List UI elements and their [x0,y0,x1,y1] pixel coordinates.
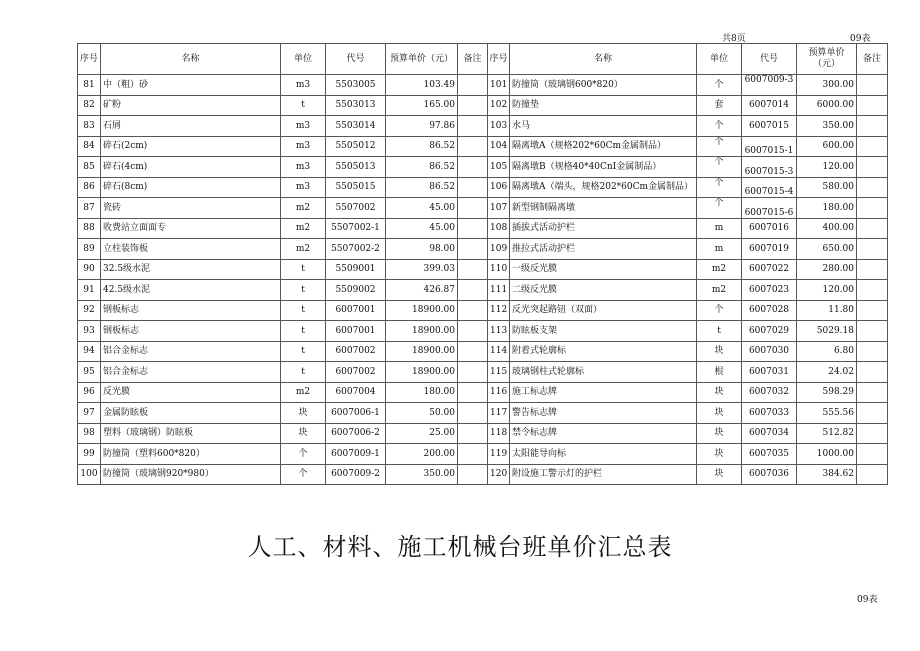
row-code-2: 6007030 [742,341,797,362]
row-unit: m3 [281,136,326,157]
row-price: 97.86 [386,116,458,137]
row-code: 5503013 [326,95,386,116]
row-no: 92 [78,300,101,321]
row-name-2: 新型钢制隔离墩 [510,198,697,219]
table-row [78,75,888,96]
table-row [78,341,888,362]
table-row [78,382,888,403]
row-no: 82 [78,95,101,116]
row-note [458,464,488,485]
row-code: 5505012 [326,136,386,157]
row-name-2: 附着式轮廓标 [510,341,697,362]
row-unit: m2 [281,382,326,403]
row-no-2: 103 [488,116,510,137]
row-name-2: 二级反光膜 [510,280,697,301]
row-code-2: 6007034 [742,423,797,444]
row-unit-2: m2 [697,280,742,301]
row-name: 32.5级水泥 [101,259,281,280]
row-no-2: 104 [488,136,510,157]
row-name: 石屑 [101,116,281,137]
row-note-2 [857,95,888,116]
row-name: 立柱装饰板 [101,239,281,260]
row-code-2: 6007032 [742,382,797,403]
col-header-code-2: 代号 [742,44,797,75]
row-no: 81 [78,75,101,96]
row-no: 86 [78,177,101,198]
row-note-2 [857,218,888,239]
row-code: 6007001 [326,321,386,342]
row-name-2: 插拔式活动护栏 [510,218,697,239]
row-note-2 [857,116,888,137]
row-code-2: 6007015-3 [742,157,797,178]
row-no: 95 [78,362,101,383]
row-note [458,362,488,383]
row-unit: t [281,341,326,362]
row-note-2 [857,423,888,444]
row-note-2 [857,341,888,362]
row-no-2: 120 [488,464,510,485]
row-code: 6007009-2 [326,464,386,485]
row-code-2: 6007031 [742,362,797,383]
row-unit: t [281,300,326,321]
row-code: 6007004 [326,382,386,403]
row-code: 6007006-1 [326,403,386,424]
row-code: 6007001 [326,300,386,321]
row-price-2: 11.80 [797,300,857,321]
row-price-2: 1000.00 [797,444,857,465]
row-name: 收费站立面面专 [101,218,281,239]
row-no: 93 [78,321,101,342]
row-unit: m3 [281,116,326,137]
row-unit-2: 个 [697,75,742,96]
row-note [458,423,488,444]
row-no: 98 [78,423,101,444]
row-price: 426.87 [386,280,458,301]
row-code: 5507002-2 [326,239,386,260]
row-unit: t [281,362,326,383]
row-price-2: 384.62 [797,464,857,485]
table-row [78,259,888,280]
row-code-2: 6007035 [742,444,797,465]
row-note-2 [857,198,888,219]
row-name-2: 隔离墩A（规格202*60Cm金属制品） [510,136,697,157]
row-no: 97 [78,403,101,424]
table-header-row [78,44,888,75]
row-no-2: 117 [488,403,510,424]
row-note [458,116,488,137]
row-price-2: 598.29 [797,382,857,403]
row-note-2 [857,177,888,198]
row-unit: t [281,259,326,280]
row-note-2 [857,403,888,424]
row-price: 103.49 [386,75,458,96]
table-row [78,198,888,219]
row-no: 87 [78,198,101,219]
row-note [458,280,488,301]
row-code: 5507002 [326,198,386,219]
row-code: 6007009-1 [326,444,386,465]
row-code: 5505013 [326,157,386,178]
row-code-2: 6007022 [742,259,797,280]
row-code: 5503014 [326,116,386,137]
row-price-2: 120.00 [797,157,857,178]
row-note-2 [857,280,888,301]
row-note-2 [857,362,888,383]
row-price-2: 600.00 [797,136,857,157]
row-price-2: 555.56 [797,403,857,424]
row-code: 5509002 [326,280,386,301]
col-header-code: 代号 [326,44,386,75]
row-no-2: 111 [488,280,510,301]
row-unit: m2 [281,198,326,219]
row-name: 防撞筒（塑料600*820） [101,444,281,465]
row-note [458,177,488,198]
row-note [458,75,488,96]
row-price: 180.00 [386,382,458,403]
table-row [78,218,888,239]
row-note-2 [857,136,888,157]
row-note [458,444,488,465]
row-code: 5507002-1 [326,218,386,239]
row-note-2 [857,75,888,96]
row-name: 钢板标志 [101,300,281,321]
row-unit: t [281,280,326,301]
row-price: 50.00 [386,403,458,424]
row-price: 18900.00 [386,321,458,342]
row-unit-2: m [697,239,742,260]
row-no: 99 [78,444,101,465]
row-name-2: 太阳能导向标 [510,444,697,465]
row-unit-2: 块 [697,444,742,465]
col-header-note: 备注 [458,44,488,75]
row-name: 矿粉 [101,95,281,116]
row-code-2: 6007023 [742,280,797,301]
row-no-2: 114 [488,341,510,362]
row-name: 铝合金标志 [101,362,281,383]
table-row [78,362,888,383]
col-header-name: 名称 [101,44,281,75]
row-unit-2: 个 [697,300,742,321]
table-row [78,300,888,321]
row-no: 85 [78,157,101,178]
row-code: 6007002 [326,341,386,362]
row-name: 反光膜 [101,382,281,403]
row-no: 94 [78,341,101,362]
row-code: 5505015 [326,177,386,198]
row-name-2: 水马 [510,116,697,137]
row-no-2: 102 [488,95,510,116]
row-unit-2: 个 [697,177,742,198]
row-name-2: 施工标志牌 [510,382,697,403]
table-row [78,423,888,444]
row-price: 45.00 [386,198,458,219]
row-unit: t [281,95,326,116]
row-code-2: 6007015-6 [742,198,797,219]
row-unit-2: m [697,218,742,239]
row-unit-2: 根 [697,362,742,383]
row-note [458,157,488,178]
row-unit: m2 [281,218,326,239]
col-header-name-2: 名称 [510,44,697,75]
row-unit: 块 [281,423,326,444]
row-no-2: 112 [488,300,510,321]
row-code-2: 6007015-4 [742,177,797,198]
row-unit-2: 个 [697,157,742,178]
row-code-2: 6007019 [742,239,797,260]
row-name: 防撞筒（玻璃钢920*980） [101,464,281,485]
table-row [78,280,888,301]
row-unit-2: t [697,321,742,342]
row-name: 碎石(8cm) [101,177,281,198]
row-price: 25.00 [386,423,458,444]
row-note-2 [857,321,888,342]
row-price-2: 5029.18 [797,321,857,342]
row-name-2: 隔离墩A（端头，规格202*60Cm金属制品） [510,177,697,198]
table-row [78,464,888,485]
row-code-2: 6007016 [742,218,797,239]
row-code: 6007006-2 [326,423,386,444]
col-header-unit-2: 单位 [697,44,742,75]
row-note [458,218,488,239]
row-name-2: 反光突起路钮（双面） [510,300,697,321]
row-no-2: 115 [488,362,510,383]
row-name: 碎石(4cm) [101,157,281,178]
row-no-2: 113 [488,321,510,342]
row-price-2: 280.00 [797,259,857,280]
row-name: 铝合金标志 [101,341,281,362]
row-no: 89 [78,239,101,260]
row-unit: t [281,321,326,342]
row-no-2: 106 [488,177,510,198]
row-unit: 个 [281,464,326,485]
row-note-2 [857,382,888,403]
row-price-2: 400.00 [797,218,857,239]
row-code-2: 6007014 [742,95,797,116]
row-note [458,198,488,219]
col-header-no: 序号 [78,44,101,75]
row-price-2: 650.00 [797,239,857,260]
col-header-no-2: 序号 [488,44,510,75]
row-price-2: 512.82 [797,423,857,444]
row-price: 200.00 [386,444,458,465]
row-note [458,95,488,116]
row-price: 86.52 [386,136,458,157]
row-unit: 个 [281,444,326,465]
row-price: 18900.00 [386,300,458,321]
row-code: 6007002 [326,362,386,383]
table-row [78,116,888,137]
table-row [78,95,888,116]
row-name-2: 附设施工警示灯的护栏 [510,464,697,485]
row-code: 5509001 [326,259,386,280]
row-price: 399.03 [386,259,458,280]
row-note-2 [857,464,888,485]
row-name: 钢板标志 [101,321,281,342]
row-no: 88 [78,218,101,239]
row-unit-2: 个 [697,136,742,157]
page-count: 共8页 [722,34,746,44]
row-name-2: 禁令标志牌 [510,423,697,444]
row-name: 瓷砖 [101,198,281,219]
row-name: 碎石(2cm) [101,136,281,157]
row-note [458,382,488,403]
row-no-2: 108 [488,218,510,239]
row-unit: m3 [281,177,326,198]
col-header-unit: 单位 [281,44,326,75]
footer-form-number: 09表 [857,595,878,605]
row-unit-2: 块 [697,403,742,424]
row-price-2: 580.00 [797,177,857,198]
row-note-2 [857,239,888,260]
row-price-2: 6.80 [797,341,857,362]
row-note-2 [857,444,888,465]
row-unit-2: 套 [697,95,742,116]
row-no-2: 116 [488,382,510,403]
row-price-2: 300.00 [797,75,857,96]
col-header-price: 预算单价（元） [386,44,458,75]
row-unit: m3 [281,75,326,96]
row-unit-2: 块 [697,464,742,485]
row-note [458,341,488,362]
row-no-2: 109 [488,239,510,260]
row-unit: m3 [281,157,326,178]
col-header-note-2: 备注 [857,44,888,75]
row-note [458,403,488,424]
row-code-2: 6007009-3 [742,75,797,96]
table-row [78,239,888,260]
row-code-2: 6007036 [742,464,797,485]
row-note [458,239,488,260]
row-unit-2: 块 [697,382,742,403]
row-no-2: 119 [488,444,510,465]
row-code-2: 6007033 [742,403,797,424]
row-no: 91 [78,280,101,301]
row-name: 中（粗）砂 [101,75,281,96]
row-name-2: 推拉式活动护栏 [510,239,697,260]
row-code-2: 6007015 [742,116,797,137]
table-row [78,157,888,178]
row-price: 165.00 [386,95,458,116]
row-name-2: 玻璃钢柱式轮廓标 [510,362,697,383]
row-price: 350.00 [386,464,458,485]
row-note [458,259,488,280]
row-unit-2: 个 [697,116,742,137]
row-price-2: 6000.00 [797,95,857,116]
row-no: 90 [78,259,101,280]
row-price-2: 24.02 [797,362,857,383]
row-price: 98.00 [386,239,458,260]
row-price: 86.52 [386,157,458,178]
row-no-2: 110 [488,259,510,280]
row-code-2: 6007028 [742,300,797,321]
row-name-2: 防眩板支架 [510,321,697,342]
row-note-2 [857,300,888,321]
row-note [458,321,488,342]
row-note-2 [857,259,888,280]
row-name-2: 防撞垫 [510,95,697,116]
row-code: 5503005 [326,75,386,96]
form-number: 09表 [850,34,871,44]
row-name-2: 一级反光膜 [510,259,697,280]
row-unit-2: 个 [697,198,742,219]
row-note-2 [857,157,888,178]
row-note [458,300,488,321]
row-price: 86.52 [386,177,458,198]
col-header-price-2: 预算单价（元） [797,44,857,75]
row-no: 83 [78,116,101,137]
row-note [458,136,488,157]
table-row [78,403,888,424]
row-name: 42.5级水泥 [101,280,281,301]
row-name-2: 警告标志牌 [510,403,697,424]
row-name-2: 防撞筒（玻璃钢600*820） [510,75,697,96]
price-summary-table [77,43,888,485]
row-no-2: 107 [488,198,510,219]
row-unit: m2 [281,239,326,260]
row-name-2: 隔离墩B（规格40*40CnI金属制品） [510,157,697,178]
row-name: 金属防眩板 [101,403,281,424]
row-no: 100 [78,464,101,485]
row-unit-2: 块 [697,341,742,362]
row-unit-2: m2 [697,259,742,280]
row-code-2: 6007015-1 [742,136,797,157]
table-row [78,136,888,157]
row-price-2: 350.00 [797,116,857,137]
row-price-2: 180.00 [797,198,857,219]
row-price-2: 120.00 [797,280,857,301]
page-title: 人工、材料、施工机械台班单价汇总表 [247,533,673,561]
row-price: 18900.00 [386,341,458,362]
row-no: 84 [78,136,101,157]
table-row [78,177,888,198]
table-row [78,321,888,342]
row-code-2: 6007029 [742,321,797,342]
row-name: 塑料（玻璃钢）防眩板 [101,423,281,444]
row-no-2: 101 [488,75,510,96]
row-no-2: 105 [488,157,510,178]
table-row [78,444,888,465]
row-price: 45.00 [386,218,458,239]
row-no-2: 118 [488,423,510,444]
row-no: 96 [78,382,101,403]
row-unit-2: 块 [697,423,742,444]
row-unit: 块 [281,403,326,424]
row-price: 18900.00 [386,362,458,383]
